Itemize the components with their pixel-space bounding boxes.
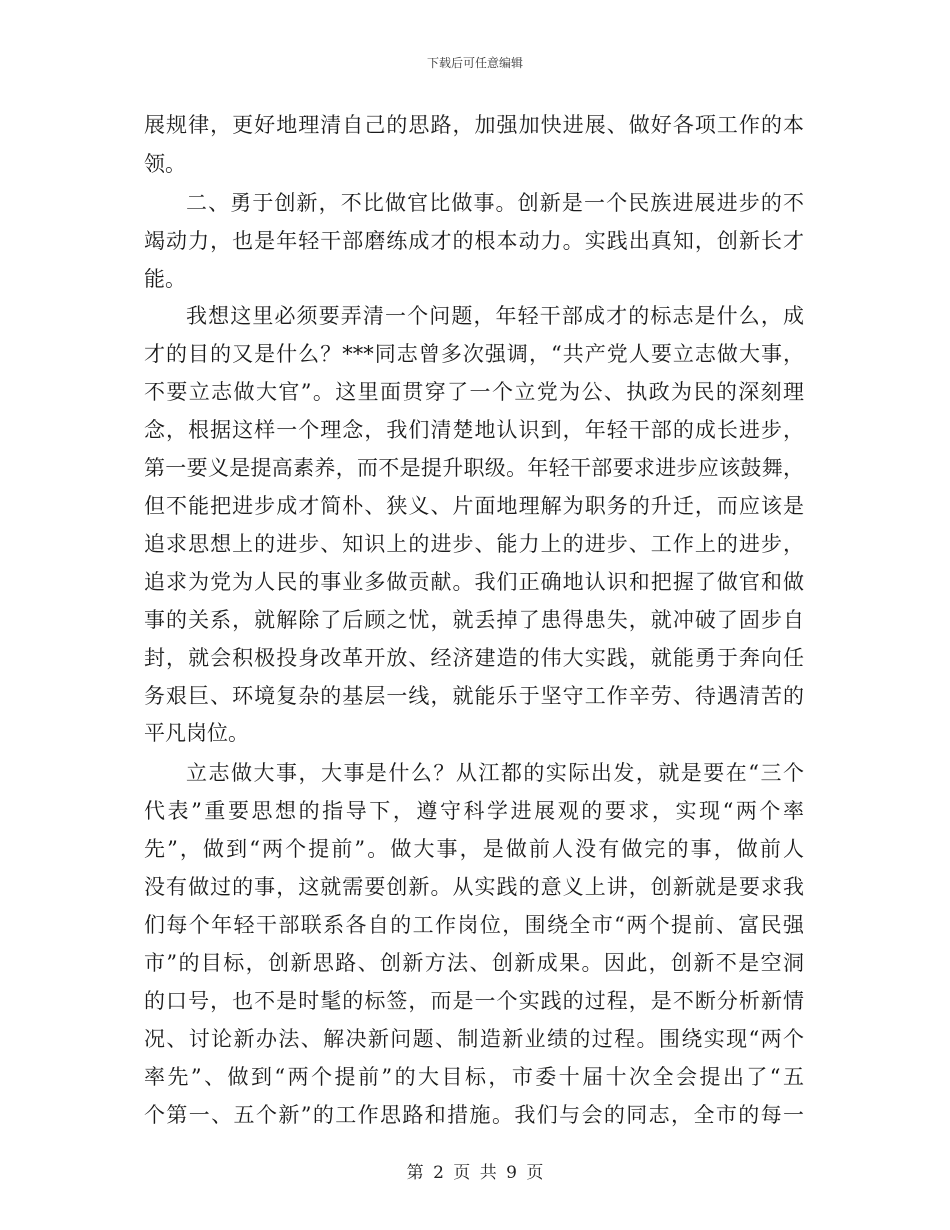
body-line: 代表”重要思想的指导下，遵守科学进展观的要求，实现“两个率: [144, 799, 804, 823]
body-line: 个第一、五个新”的工作思路和措施。我们与会的同志，全市的每一: [144, 1103, 804, 1127]
body-line: 领。: [144, 152, 186, 176]
body-line: 况、讨论新办法、解决新问题、制造新业绩的过程。围绕实现“两个: [144, 1027, 804, 1051]
body-line: 第一要义是提高素养，而不是提升职级。年轻干部要求进步应该鼓舞，: [144, 456, 804, 480]
body-line: 竭动力，也是年轻干部磨练成才的根本动力。实践出真知，创新长才: [144, 229, 804, 253]
body-line: 但不能把进步成才简朴、狭义、片面地理解为职务的升迁，而应该是: [144, 494, 804, 518]
body-line: 展规律，更好地理清自己的思路，加强加快进展、做好各项工作的本: [144, 113, 804, 137]
body-line: 务艰巨、环境复杂的基层一线，就能乐于坚守工作辛劳、待遇清苦的: [144, 684, 804, 708]
page-header: 下载后可任意编辑: [426, 56, 523, 70]
body-line: 我想这里必须要弄清一个问题，年轻干部成才的标志是什么，成: [186, 304, 804, 328]
body-line: 市”的目标，创新思路、创新方法、创新成果。因此，创新不是空洞: [144, 951, 804, 975]
body-line: 先”，做到“两个提前”。做大事，是做前人没有做完的事，做前人: [144, 837, 804, 861]
body-line: 平凡岗位。: [144, 721, 249, 745]
body-line: 们每个年轻干部联系各自的工作岗位，围绕全市“两个提前、富民强: [144, 913, 804, 937]
body-line: 的口号，也不是时髦的标签，而是一个实践的过程，是不断分析新情: [144, 989, 804, 1013]
body-line: 能。: [144, 267, 186, 291]
body-line: 没有做过的事，这就需要创新。从实践的意义上讲，创新就是要求我: [144, 875, 804, 899]
body-line: 才的目的又是什么？***同志曾多次强调，“共产党人要立志做大事，: [144, 342, 804, 366]
body-line: 封，就会积极投身改革开放、经济建造的伟大实践，就能勇于奔向任: [144, 646, 804, 670]
body-line: 事的关系，就解除了后顾之忧，就丢掉了患得患失，就冲破了固步自: [144, 608, 804, 632]
body-line: 二、勇于创新，不比做官比做事。创新是一个民族进展进步的不: [186, 191, 804, 215]
body-line: 不要立志做大官”。这里面贯穿了一个立党为公、执政为民的深刻理: [144, 380, 804, 404]
body-line: 率先”、做到“两个提前”的大目标，市委十届十次全会提出了“五: [144, 1065, 804, 1089]
body-line: 追求思想上的进步、知识上的进步、能力上的进步、工作上的进步，: [144, 532, 804, 556]
body-line: 念，根据这样一个理念，我们清楚地认识到，年轻干部的成长进步，: [144, 418, 804, 442]
body-line: 追求为党为人民的事业多做贡献。我们正确地认识和把握了做官和做: [144, 570, 804, 594]
body-line: 立志做大事，大事是什么？从江都的实际出发，就是要在“三个: [186, 761, 804, 785]
page-number: 第 2 页 共 9 页: [406, 1163, 544, 1183]
